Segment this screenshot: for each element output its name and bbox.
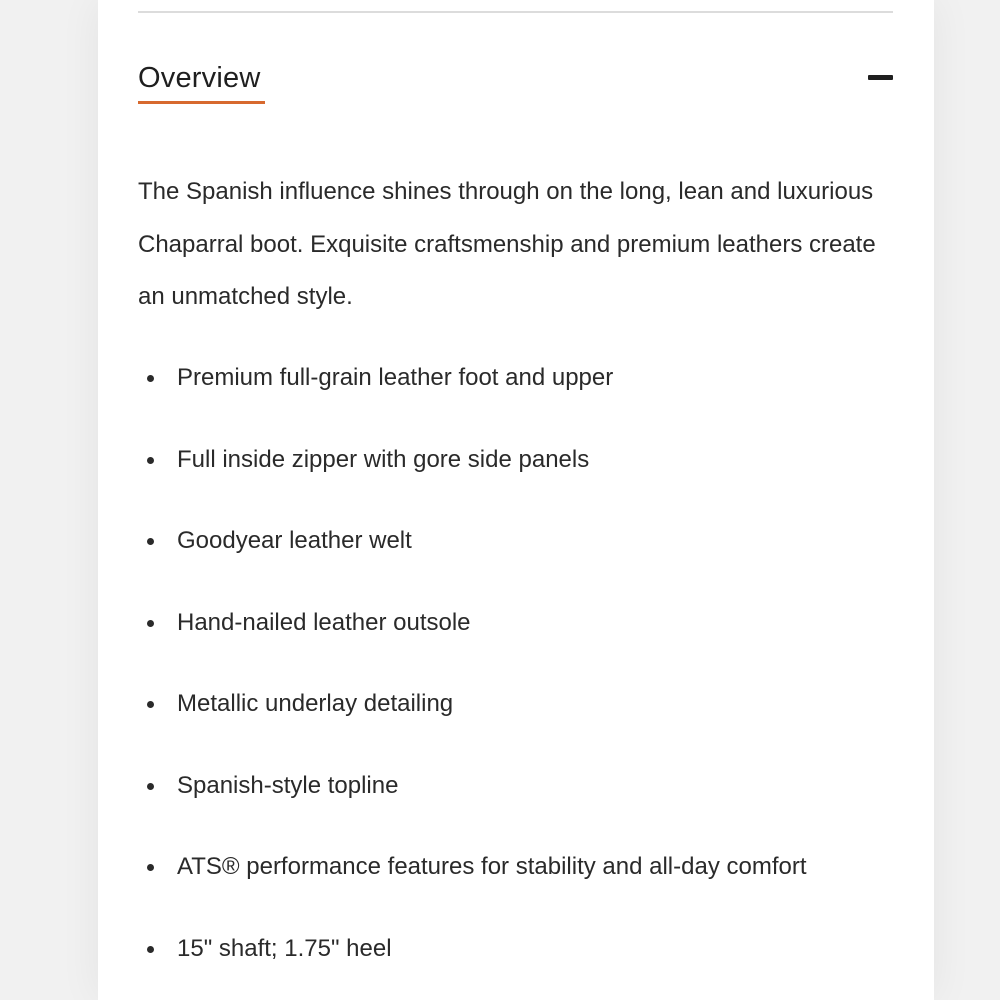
list-item bbox=[138, 760, 908, 842]
list-item bbox=[138, 841, 908, 923]
bullet-icon bbox=[147, 375, 154, 382]
bullet-icon bbox=[147, 620, 154, 627]
section-divider bbox=[138, 11, 893, 13]
product-description: The Spanish influence shines through on the long, lean and luxurious Chaparral boot. Exquisite craftsmenship and premium leathers create an unmatched style. bbox=[138, 178, 876, 310]
bullet-icon bbox=[147, 864, 154, 871]
bullet-icon bbox=[147, 457, 154, 464]
feature-text: Premium full-grain leather foot and upper bbox=[177, 364, 614, 391]
list-item bbox=[138, 515, 908, 597]
bullet-icon bbox=[147, 946, 154, 953]
minus-icon bbox=[868, 75, 893, 80]
bullet-icon bbox=[147, 538, 154, 545]
bullet-icon bbox=[147, 701, 154, 708]
list-item bbox=[138, 923, 908, 1000]
feature-text: ATS® performance features for stability and all-day comfort bbox=[177, 853, 807, 880]
title-underline bbox=[138, 101, 265, 104]
collapse-button[interactable] bbox=[864, 68, 896, 88]
feature-text: Full inside zipper with gore side panels bbox=[177, 445, 590, 473]
feature-text: Goodyear leather welt bbox=[177, 527, 412, 554]
bullet-icon bbox=[147, 783, 154, 790]
feature-text: 15" shaft; 1.75" heel bbox=[177, 934, 392, 962]
feature-text: Metallic underlay detailing bbox=[177, 690, 454, 717]
feature-text: Spanish-style topline bbox=[177, 771, 399, 799]
list-item bbox=[138, 352, 908, 434]
feature-text: Hand-nailed leather outsole bbox=[177, 608, 471, 636]
list-item bbox=[138, 434, 908, 516]
list-item bbox=[138, 678, 908, 760]
feature-list bbox=[138, 352, 908, 1000]
section-title[interactable]: Overview bbox=[138, 62, 261, 94]
list-item bbox=[138, 597, 908, 679]
